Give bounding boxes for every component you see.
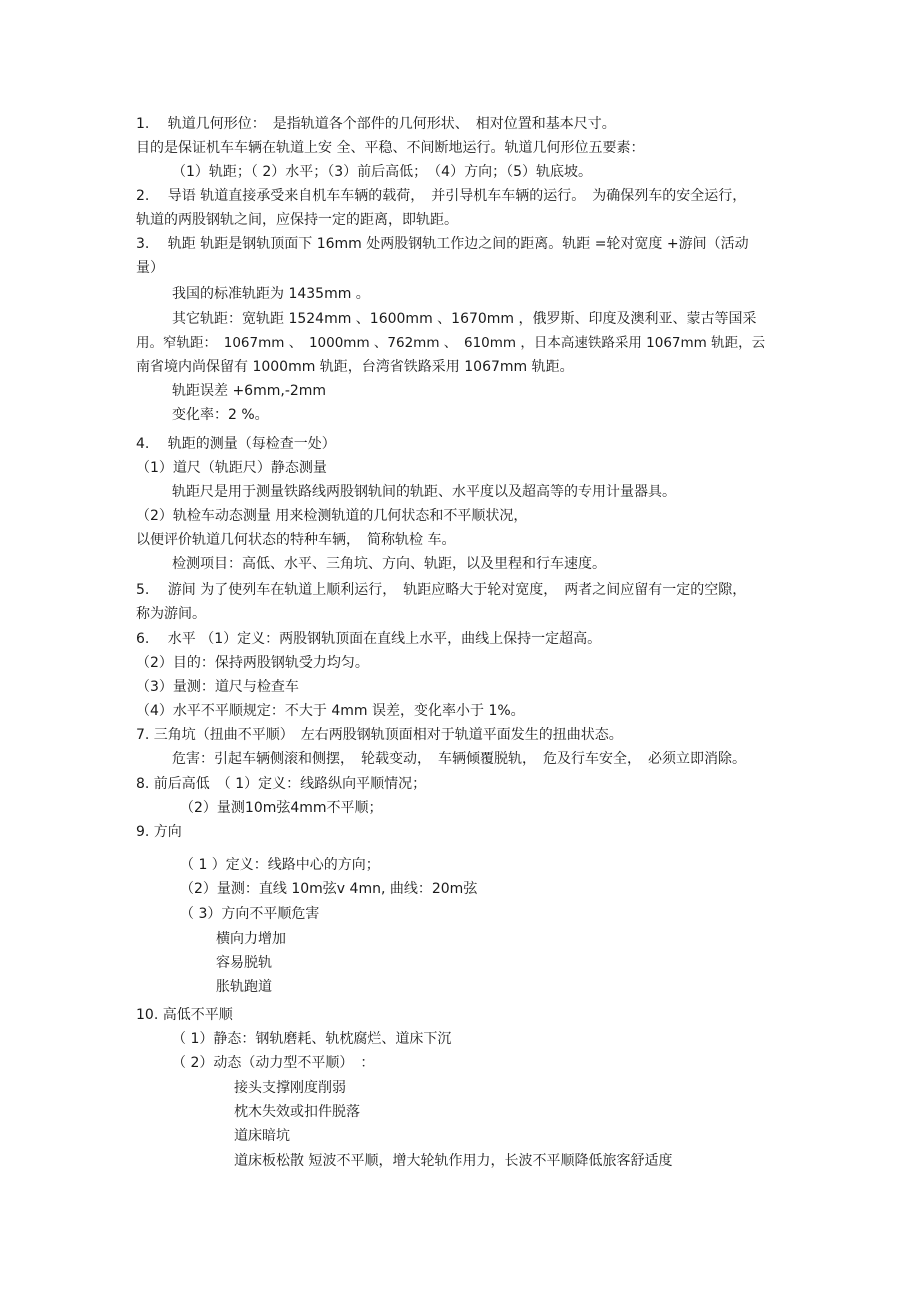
item-8-heading: 8. 前后高低 （ 1）定义：线路纵向平顺情况； bbox=[136, 776, 427, 792]
item-3-text: 量） bbox=[136, 260, 164, 276]
item-4-static-text: 轨距尺是用于测量铁路线两股钢轨间的轨距、水平度以及超高等的专用计量器具。 bbox=[172, 484, 676, 500]
item-1-text: 目的是保证机车车辆在轨道上安 全、平稳、不间断地运行。轨道几何形位五要素： bbox=[136, 140, 645, 156]
item-3-standard-gauge: 我国的标准轨距为 1435mm 。 bbox=[172, 286, 370, 302]
item-9-hazard-2: 容易脱轨 bbox=[216, 955, 272, 971]
item-7-heading: 7. 三角坑（扭曲不平顺） 左右两股钢轨顶面相对于轨道平面发生的扭曲状态。 bbox=[136, 727, 623, 743]
item-10-dynamic-3: 道床暗坑 bbox=[234, 1128, 290, 1144]
item-5-text: 称为游间。 bbox=[136, 606, 206, 622]
item-2-text: 轨道的两股钢轨之间，应保持一定的距离，即轨距。 bbox=[136, 212, 458, 228]
item-10-static: （ 1）静态：钢轨磨耗、轨枕腐烂、道床下沉 bbox=[172, 1031, 452, 1047]
item-10-dynamic-2: 枕木失效或扣件脱落 bbox=[234, 1104, 360, 1120]
item-9-hazard: （ 3）方向不平顺危害 bbox=[180, 906, 320, 922]
item-9-hazard-3: 胀轨跑道 bbox=[216, 979, 272, 995]
item-1-elements: （1）轨距；（ 2）水平；（3）前后高低； （4）方向；（5）轨底坡。 bbox=[172, 164, 592, 180]
item-6-rule: （4）水平不平顺规定：不大于 4mm 误差，变化率小于 1%。 bbox=[136, 703, 525, 719]
item-3-narrow-gauge-cont: 南省境内尚保留有 1000mm 轨距，台湾省铁路采用 1067mm 轨距。 bbox=[136, 359, 574, 375]
item-4-heading: 4. 轨距的测量（每检查一处） bbox=[136, 436, 336, 452]
item-10-dynamic-4: 道床板松散 短波不平顺，增大轮轨作用力，长波不平顺降低旅客舒适度 bbox=[234, 1153, 673, 1169]
item-10-dynamic: （ 2）动态（动力型不平顺） ： bbox=[172, 1055, 375, 1071]
item-3-other-gauge: 其它轨距：宽轨距 1524mm 、1600mm 、1670mm ，俄罗斯、印度及澳利亚、蒙古等国采 bbox=[172, 311, 757, 327]
item-4-items: 检测项目：高低、水平、三角坑、方向、轨距，以及里程和行车速度。 bbox=[172, 556, 606, 572]
item-3-tolerance: 轨距误差 +6mm,-2mm bbox=[172, 383, 327, 399]
item-5-heading: 5. 游间 为了使列车在轨道上顺利运行， 轨距应略大于轮对宽度， 两者之间应留有一定的空隙， bbox=[136, 582, 747, 598]
item-8-measure: （2）量测10m弦4mm不平顺； bbox=[180, 800, 383, 816]
item-2-heading: 2. 导语 轨道直接承受来自机车车辆的载荷， 并引导机车车辆的运行。 为确保列车的安全运行， bbox=[136, 188, 747, 204]
item-10-dynamic-1: 接头支撑刚度削弱 bbox=[234, 1080, 346, 1096]
item-4-static: （1）道尺（轨距尺）静态测量 bbox=[136, 460, 327, 476]
item-9-hazard-1: 横向力增加 bbox=[216, 931, 286, 947]
item-9-heading: 9. 方向 bbox=[136, 824, 182, 840]
item-3-narrow-gauge: 用。窄轨距： 1067mm 、 1000mm 、762mm 、 610mm ，日本高速铁路采用 1067mm 轨距，云 bbox=[136, 335, 766, 351]
item-3-heading: 3. 轨距 轨距是钢轨顶面下 16mm 处两股钢轨工作边之间的距离。轨距 =轮对宽度 +游间（活动 bbox=[136, 236, 749, 252]
item-9-definition: （ 1 ）定义：线路中心的方向； bbox=[180, 857, 380, 873]
item-1-heading: 1. 轨道几何形位： 是指轨道各个部件的几何形状、 相对位置和基本尺寸。 bbox=[136, 116, 616, 132]
item-9-measure: （2）量测：直线 10m弦v 4mn, 曲线：20m弦 bbox=[180, 881, 478, 897]
item-7-hazard: 危害：引起车辆侧滚和侧摆， 轮载变动， 车辆倾覆脱轨， 危及行车安全， 必须立即消除。 bbox=[172, 751, 746, 767]
item-6-purpose: （2）目的：保持两股钢轨受力均匀。 bbox=[136, 655, 369, 671]
item-3-change-rate: 变化率：2 %。 bbox=[172, 407, 269, 423]
item-6-heading: 6. 水平 （1）定义：两股钢轨顶面在直线上水平，曲线上保持一定超高。 bbox=[136, 631, 602, 647]
item-6-measure: （3）量测：道尺与检查车 bbox=[136, 679, 299, 695]
item-10-heading: 10. 高低不平顺 bbox=[136, 1007, 233, 1023]
item-4-dynamic-text: 以便评价轨道几何状态的特种车辆， 简称轨检 车。 bbox=[136, 532, 456, 548]
item-4-dynamic: （2）轨检车动态测量 用来检测轨道的几何状态和不平顺状况， bbox=[136, 508, 528, 524]
